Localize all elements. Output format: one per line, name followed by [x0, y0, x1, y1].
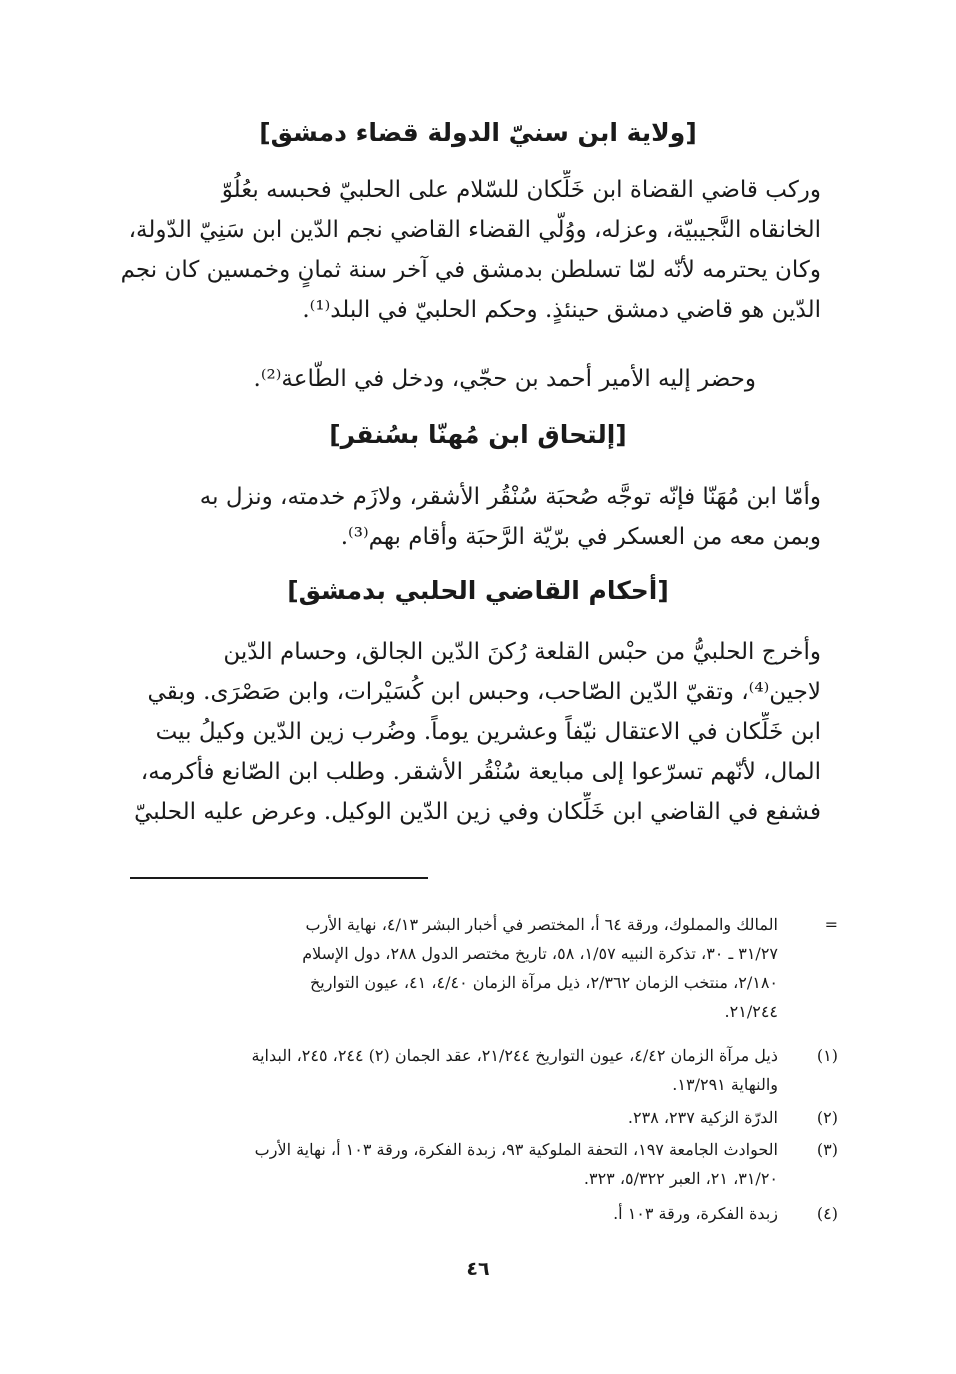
footnote-2 [95, 1103, 838, 1132]
footnote-3 [95, 1135, 838, 1193]
footnote-line: الدرّة الزكية ٢٣٧، ٢٣٨. [627, 1108, 778, 1127]
page-number: ٤٦ [466, 1258, 490, 1280]
section-heading-ibn-muhanna: [إلتحاق ابن مُهنّا بسُنقر] [329, 420, 627, 449]
footnote-mark: = [824, 915, 838, 934]
footnote-line: ٣١/٢٧ ـ ٣٠، تذكرة النبيه ١/٥٧، ٥٨، تاريخ مختصر الدول ٢٨٨، دول الإسلام [302, 944, 778, 963]
footnote-4 [95, 1199, 838, 1228]
text-line: وركب قاضي القضاة ابن خَلِّكان للسّلام على الحلبيّ فحبسه بعُلُوّ [221, 177, 821, 203]
footnote-separator [130, 877, 428, 879]
footnote-line: ٣١/٢٠، ٢١، العبر ٥/٣٢٢، ٣٢٣. [583, 1169, 778, 1188]
footnote-mark: (١) [816, 1046, 838, 1065]
text-line: لاجين⁽⁴⁾، وتقيّ الدّين الصّاحب، وحبس ابن كُسَيْرات، وابن صَصْرَى. وبقي [147, 679, 821, 705]
paragraph-ibn-khallikan [95, 170, 821, 330]
footnote-line: المالك والمملوك، ورقة ٦٤ أ، المختصر في أخبار البشر ٤/١٣، نهاية الأرب [305, 915, 778, 934]
text-line: الدّين هو قاضي دمشق حينئذٍ. وحكم الحلبيّ في البلد⁽¹⁾. [302, 297, 821, 323]
text-line: ابن خَلِّكان في الاعتقال نيّفاً وعشرين يوماً. وضُرب زين الدّين وكيلُ بيت [155, 719, 821, 745]
footnote-line: ٢/١٨٠، منتخب الزمان ٢/٣٦٢، ذيل مرآة الزمان ٤/٤٠، ٤١، عيون التواريخ [309, 973, 778, 992]
text-line: وأخرج الحلبيُّ من حبْس القلعة رُكنَ الدّين الجالق، وحسام الدّين [223, 639, 821, 665]
text-line: فشفع في القاضي ابن خَلِّكان وفي زين الدّين الوكيل. وعرض عليه الحلبيّ [134, 799, 821, 825]
footnote-mark: (٣) [816, 1140, 838, 1159]
text-line: وكان يحترمه لأنّه لمّا تسلطن بدمشق في آخر سنة ثمانٍ وخمسين كان نجم [120, 257, 821, 283]
text-line: وحضر إليه الأمير أحمد بن حجّي، ودخل في الطّاعة⁽²⁾. [253, 366, 756, 392]
footnote-mark: (٢) [816, 1108, 838, 1127]
footnote-mark: (٤) [816, 1204, 838, 1223]
paragraph-ahmad-bin-hajji [95, 359, 821, 399]
paragraph-ibn-muhanna [95, 477, 821, 557]
text-line: المال، لأنّهم تسرّعوا إلى مبايعة سُنْقُر الأشقر. وطلب ابن الصّانع فأكرمه، [140, 759, 821, 785]
footnote-line: زبدة الفكرة، ورقة ١٠٣ أ. [613, 1204, 778, 1223]
footnote-1 [95, 1041, 838, 1099]
footnote-line: والنهاية ١٣/٢٩١. [672, 1075, 778, 1094]
footnote-line: الحوادث الجامعة ١٩٧، التحفة الملوكية ٩٣، زبدة الفكرة، ورقة ١٠٣ أ، نهاية الأرب [254, 1140, 778, 1159]
footnote-line: ٢١/٢٤٤. [724, 1002, 778, 1021]
footnote-continued [95, 910, 838, 1026]
paragraph-halabi-rulings [95, 632, 821, 832]
text-line: الخانقاه النَّجيبيّة، وعزله، ووُلّي القضاء القاضي نجم الدّين ابن سَنِيّ الدّولة، [128, 217, 821, 243]
text-line: وبمن معه من العسكر في برّيّة الرَّحبَة وأقام بهم⁽³⁾. [340, 524, 821, 550]
section-heading-halabi-rulings: [أحكام القاضي الحلبي بدمشق] [287, 576, 669, 605]
footnote-line: ذيل مرآة الزمان ٤/٤٢، عيون التواريخ ٢١/٢٤٤، عقد الجمان (٢) ٢٤٤، ٢٤٥، البداية [251, 1046, 778, 1065]
section-heading-judgeship: [ولاية ابن سنيّ الدولة قضاء دمشق] [259, 118, 697, 147]
text-line: وأمّا ابن مُهَنّا فإنّه توجَّه صُحبَة سُنْقُر الأشقر، ولازَم خدمته، ونزل به [199, 484, 821, 510]
